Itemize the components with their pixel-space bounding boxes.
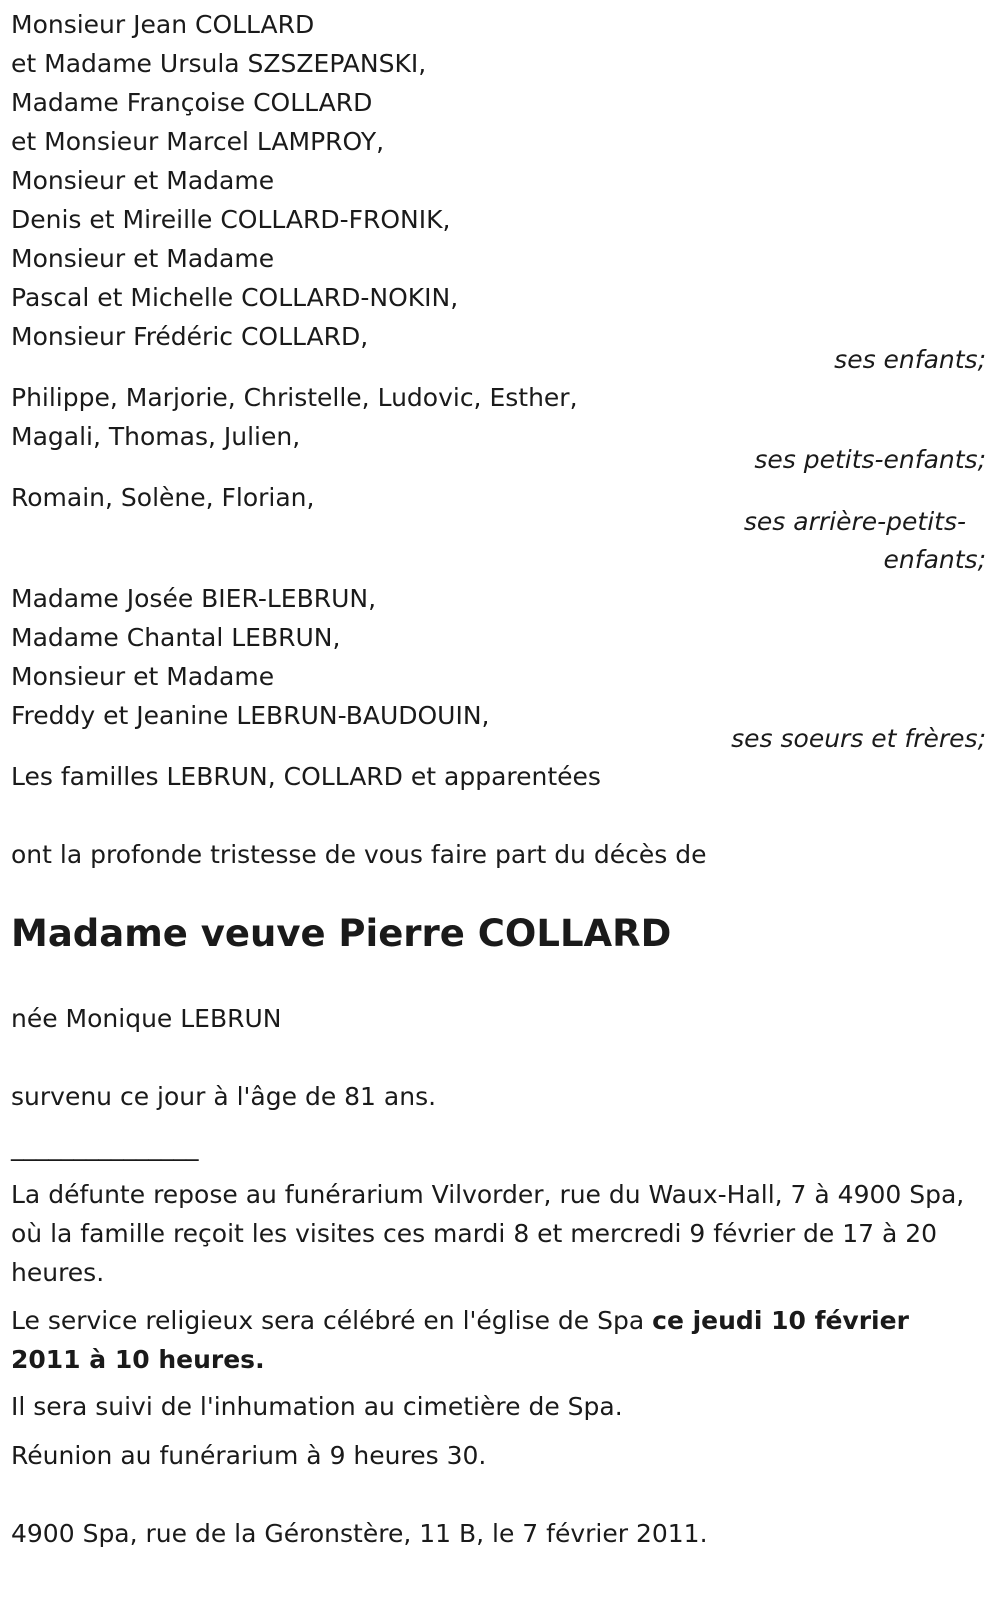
family-line: Magali, Thomas, Julien, [11, 422, 301, 451]
family-line: Madame Josée BIER-LEBRUN, [11, 584, 377, 613]
announcement-text: ont la profonde tristesse de vous faire part du décès de [11, 840, 707, 869]
place-date: 4900 Spa, rue de la Géronstère, 11 B, le 7 février 2011. [11, 1519, 708, 1548]
service-date: ce jeudi 10 février 2011 à 10 heures. [11, 1306, 909, 1374]
service-paragraph [11, 1301, 976, 1379]
age-text: survenu ce jour à l'âge de 81 ans. [11, 1082, 437, 1111]
family-line: Monsieur et Madame [11, 244, 275, 273]
children-role: ses enfants; [834, 345, 986, 374]
family-line: Freddy et Jeanine LEBRUN-BAUDOUIN, [11, 701, 490, 730]
deceased-name: Madame veuve Pierre COLLARD [11, 912, 672, 955]
family-line: Romain, Solène, Florian, [11, 483, 315, 512]
family-line: Monsieur et Madame [11, 166, 275, 195]
family-line: Monsieur Frédéric COLLARD, [11, 322, 369, 351]
family-line: Monsieur Jean COLLARD [11, 10, 315, 39]
family-line: et Monsieur Marcel LAMPROY, [11, 127, 385, 156]
service-intro: Le service religieux sera célébré en l'église de Spa [11, 1306, 653, 1335]
separator: _______________ [11, 1132, 199, 1161]
siblings-role: ses soeurs et frères; [731, 724, 986, 753]
meeting-text: Réunion au funérarium à 9 heures 30. [11, 1441, 487, 1470]
great-grandchildren-role: ses arrière-petits- [743, 507, 966, 536]
family-line: Madame Françoise COLLARD [11, 88, 373, 117]
grandchildren-role: ses petits-enfants; [754, 445, 986, 474]
great-grandchildren-role: enfants; [883, 545, 986, 574]
family-line: Monsieur et Madame [11, 662, 275, 691]
family-line: Madame Chantal LEBRUN, [11, 623, 341, 652]
born-as: née Monique LEBRUN [11, 1004, 282, 1033]
burial-text: Il sera suivi de l'inhumation au cimetière de Spa. [11, 1392, 623, 1421]
family-line: Denis et Mireille COLLARD-FRONIK, [11, 205, 451, 234]
family-line: et Madame Ursula SZSZEPANSKI, [11, 49, 427, 78]
family-line: Philippe, Marjorie, Christelle, Ludovic, Esther, [11, 383, 578, 412]
visitation-paragraph: La défunte repose au funérarium Vilvorder, rue du Waux-Hall, 7 à 4900 Spa, où la famille reçoit les visites ces mardi 8 et mercredi 9 février de 17 à 20 heures. [11, 1180, 965, 1287]
family-line: Pascal et Michelle COLLARD-NOKIN, [11, 283, 459, 312]
families-line: Les familles LEBRUN, COLLARD et apparentées [11, 762, 601, 791]
